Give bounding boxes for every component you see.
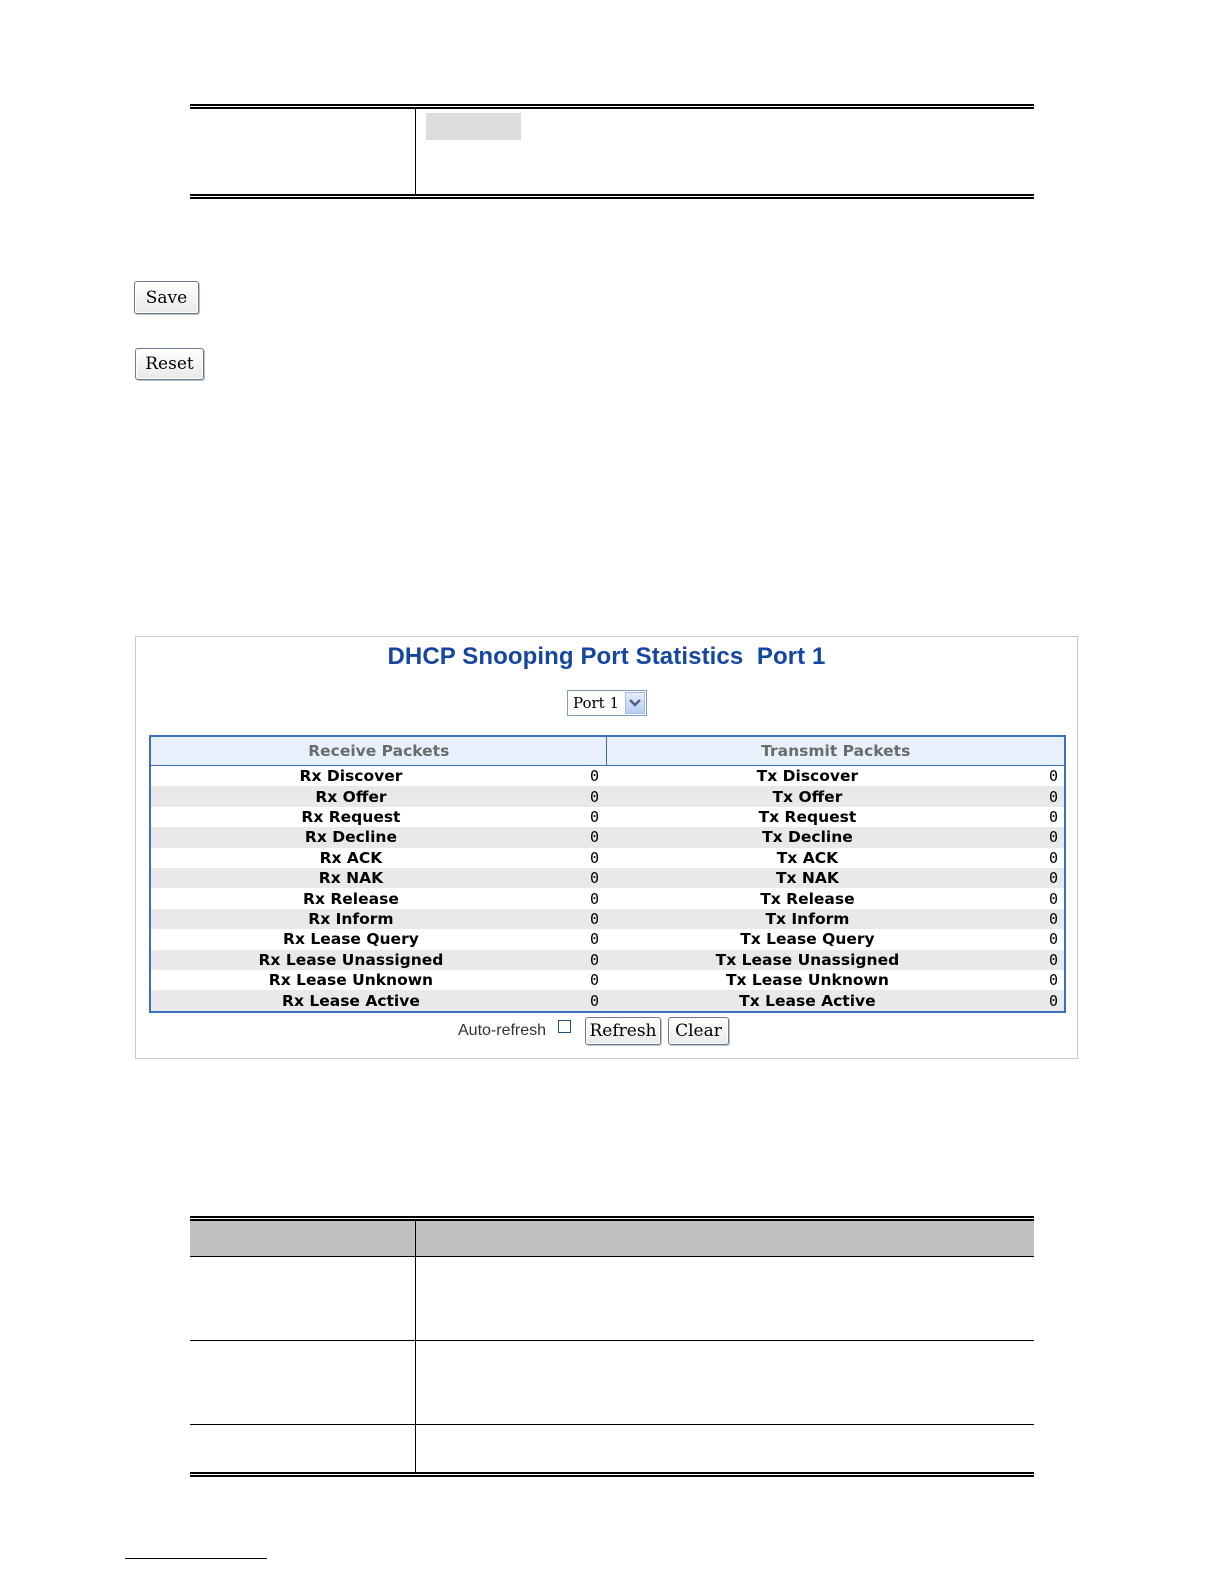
rx-value: 0: [551, 909, 607, 929]
table-row: [150, 970, 1065, 990]
parameter-table-top: [190, 104, 1034, 199]
rx-label: Rx Inform: [150, 909, 551, 929]
tx-value: 0: [1048, 930, 1058, 949]
transmit-packets-header: Transmit Packets: [607, 736, 1065, 766]
rx-value: 0: [551, 990, 607, 1012]
table-header-band: [190, 1221, 1034, 1257]
table-row: [150, 909, 1065, 929]
tx-label: Tx Release: [760, 889, 855, 908]
table-row: [150, 868, 1065, 888]
table-row: [150, 929, 1065, 949]
table-column-divider: [415, 1221, 416, 1472]
table-row: [150, 786, 1065, 806]
chevron-down-icon[interactable]: [625, 692, 645, 714]
tx-label: Tx Lease Unknown: [725, 971, 889, 990]
footnote-rule: [125, 1558, 267, 1559]
table-row: [150, 827, 1065, 847]
tx-label: Tx NAK: [607, 868, 1008, 888]
rx-value: 0: [589, 930, 599, 949]
rx-label: Rx Lease Query: [283, 930, 419, 949]
rx-value: 0: [589, 808, 599, 827]
tx-value: 0: [1008, 786, 1065, 806]
tx-value: 0: [1008, 950, 1065, 970]
tx-value: 0: [1048, 889, 1058, 908]
tx-value: 0: [1048, 767, 1058, 786]
rx-value: 0: [589, 889, 599, 908]
tx-label: Tx Lease Active: [607, 990, 1008, 1012]
reset-button[interactable]: Reset: [135, 348, 204, 380]
rx-value: 0: [551, 827, 607, 847]
rx-value: 0: [589, 767, 599, 786]
panel-footer: [136, 1017, 1077, 1047]
table-row: [150, 848, 1065, 868]
rx-label: Rx Offer: [150, 786, 551, 806]
tx-value: 0: [1008, 990, 1065, 1012]
clear-button[interactable]: Clear: [668, 1017, 729, 1045]
tx-value: 0: [1008, 909, 1065, 929]
port-select[interactable]: [567, 690, 647, 716]
table-row: [150, 766, 1065, 787]
table-row: [150, 990, 1065, 1012]
rx-value: 0: [589, 848, 599, 867]
tx-label: Tx ACK: [776, 848, 839, 867]
rx-label: Rx Lease Unknown: [268, 971, 434, 990]
tx-label: Tx Offer: [607, 786, 1008, 806]
save-button[interactable]: Save: [134, 281, 199, 314]
rx-label: Rx NAK: [150, 868, 551, 888]
parameter-table-bottom: [190, 1216, 1034, 1477]
tx-value: 0: [1048, 971, 1058, 990]
tx-value: 0: [1048, 848, 1058, 867]
tx-value: 0: [1048, 808, 1058, 827]
rx-label: Rx Discover: [299, 767, 403, 786]
table-row: [150, 888, 1065, 908]
page-title: DHCP Snooping Port Statistics Port 1: [387, 643, 826, 670]
table-row-rule: [190, 1424, 1034, 1425]
table-row: [150, 950, 1065, 970]
tx-label: Tx Request: [758, 808, 857, 827]
rx-value: 0: [551, 868, 607, 888]
rx-label: Rx Lease Active: [150, 990, 551, 1012]
tx-label: Tx Inform: [607, 909, 1008, 929]
auto-refresh-label: Auto-refresh: [458, 1022, 547, 1039]
rx-value: 0: [589, 971, 599, 990]
auto-refresh-checkbox[interactable]: [558, 1020, 571, 1033]
tx-value: 0: [1008, 868, 1065, 888]
rx-value: 0: [551, 786, 607, 806]
value-placeholder-chip: [426, 113, 521, 140]
rx-label: Rx Request: [301, 808, 401, 827]
tx-label: Tx Lease Query: [740, 930, 875, 949]
rx-label: Rx Decline: [150, 827, 551, 847]
rx-label: Rx Release: [303, 889, 399, 908]
table-row: [150, 807, 1065, 827]
receive-packets-header: Receive Packets: [150, 736, 607, 766]
table-row-rule: [190, 1340, 1034, 1341]
rx-label: Rx ACK: [319, 848, 383, 867]
tx-label: Tx Decline: [607, 827, 1008, 847]
tx-label: Tx Lease Unassigned: [607, 950, 1008, 970]
rx-value: 0: [551, 950, 607, 970]
statistics-table: [149, 735, 1066, 1013]
dhcp-statistics-panel: [135, 636, 1078, 1059]
tx-value: 0: [1008, 827, 1065, 847]
refresh-button[interactable]: Refresh: [585, 1017, 661, 1045]
port-select-value: Port 1: [573, 694, 620, 712]
table-column-divider: [415, 109, 416, 194]
rx-label: Rx Lease Unassigned: [150, 950, 551, 970]
tx-label: Tx Discover: [756, 767, 859, 786]
